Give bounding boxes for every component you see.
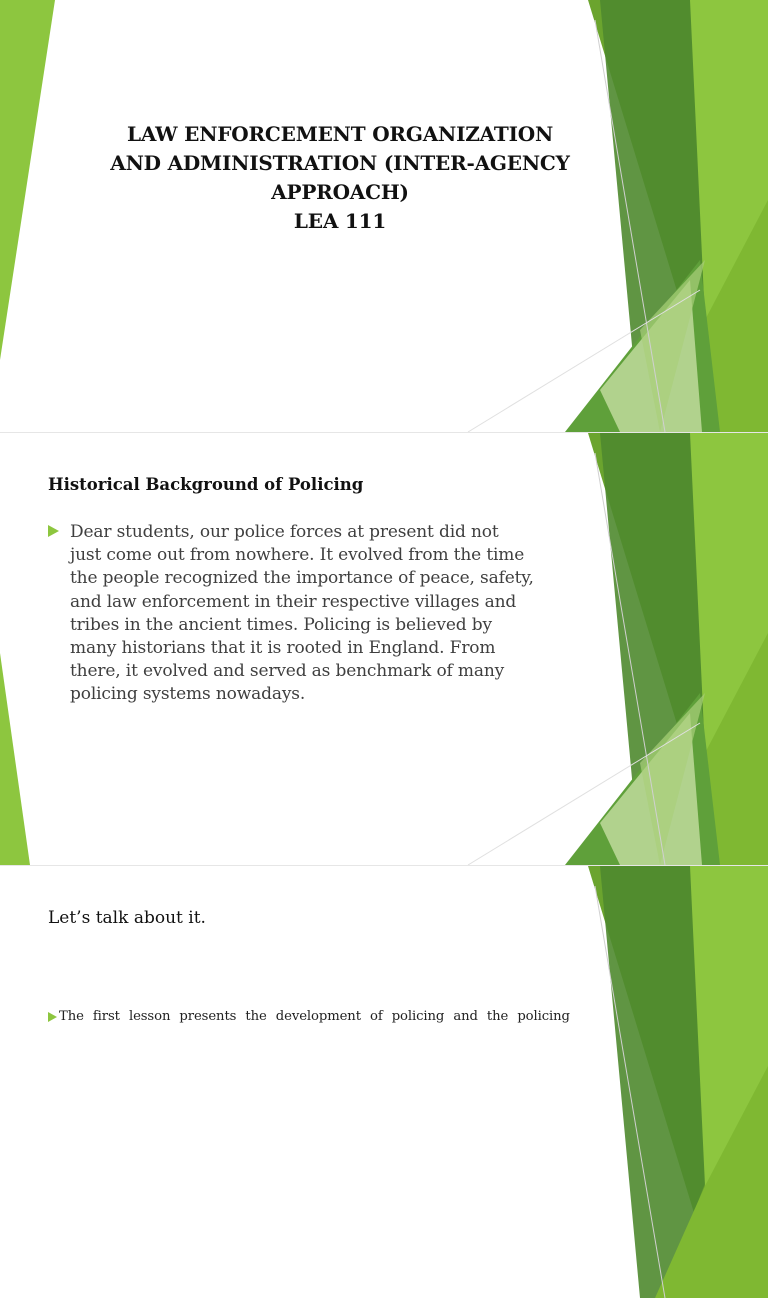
bullet-paragraph [48,521,588,707]
text-line: Dear students, our police forces at present did not [70,522,499,542]
text-line: and law enforcement in their respective villages and [70,591,517,612]
slide-lets-talk [0,866,768,1298]
title-line: LAW ENFORCEMENT ORGANIZATION [126,122,554,146]
text-line: policing systems nowadays. [70,684,306,705]
triangle-bullet-icon [48,525,59,537]
text-line: there, it evolved and served as benchmark of many [70,661,505,682]
presentation-title [80,120,600,236]
text-line: just come out from nowhere. It evolved from the time [70,545,525,566]
green-geometric-decoration [0,866,768,1298]
title-line: AND ADMINISTRATION (INTER-AGENCY [110,151,570,175]
text-line: many historians that it is rooted in England. From [70,638,496,659]
title-line: LEA 111 [293,209,387,233]
slide-title [0,0,768,432]
title-line: APPROACH) [271,180,409,204]
text-line: the people recognized the importance of peace, safety, [70,568,534,589]
section-heading: Let’s talk about it. [48,908,206,928]
slide-historical-background [0,433,768,865]
text-line: tribes in the ancient times. Policing is believed by [70,614,492,635]
section-heading: Historical Background of Policing [48,475,364,494]
bullet-text: The first lesson presents the development of policing and the policing [59,1009,570,1024]
bullet-text [70,521,588,707]
bullet-paragraph [48,1009,588,1024]
triangle-bullet-icon [48,1012,57,1022]
